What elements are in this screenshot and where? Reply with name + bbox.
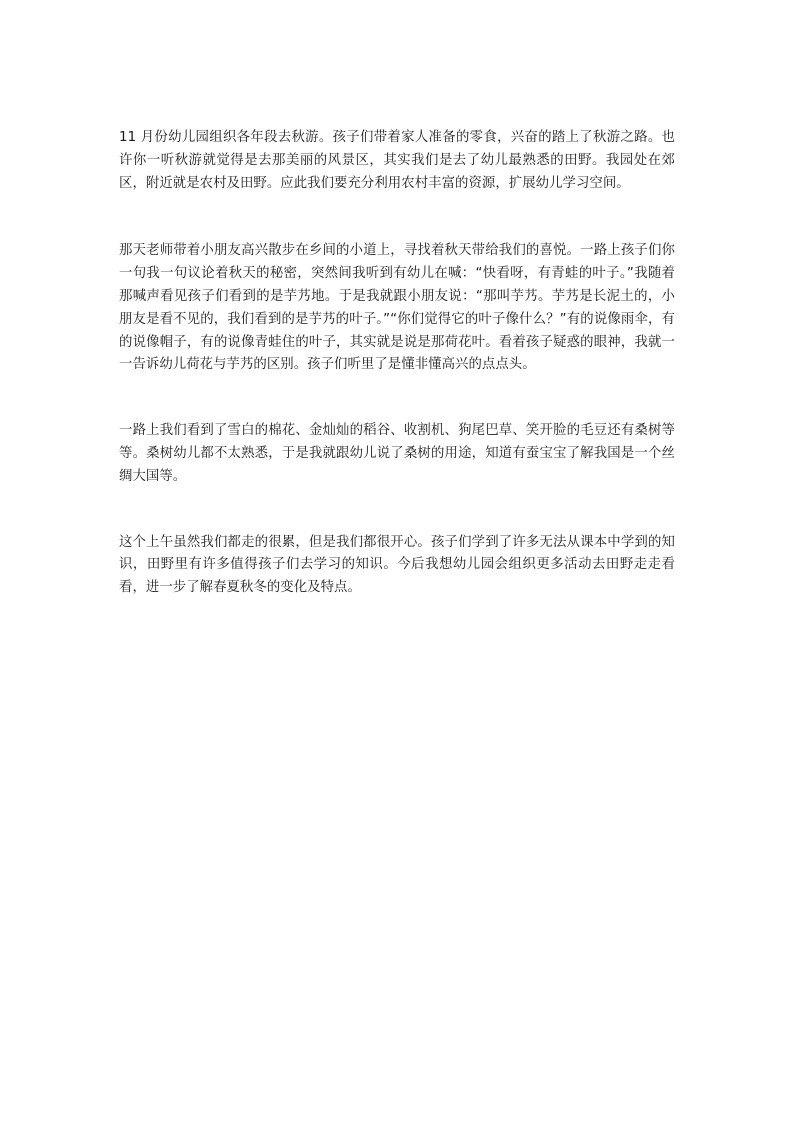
paragraph-taro-field: 那天老师带着小朋友高兴散步在乡间的小道上，寻找着秋天带给我们的喜悦。一路上孩子们你一句我一句议论着秋天的秘密，突然间我听到有幼儿在喊：“快看呀，有青蛙的叶子。”我随着那喊声看见孩子们看到的是芋艿地。于是我就跟小朋友说：“那叫芋艿。芋艿是长泥土的，小朋友是看不见的，我们看到的是芋艿的叶子。”“你们觉得它的叶子像什么？”有的说像雨伞，有的说像帽子，有的说像青蛙住的叶子，其实就是说是那荷花叶。看着孩子疑惑的眼神，我就一一告诉幼儿荷花与芋艿的区别。孩子们听里了是懂非懂高兴的点点头。: [119, 243, 675, 373]
paragraph-conclusion: 这个上午虽然我们都走的很累，但是我们都很开心。孩子们学到了许多无法从课本中学到的知识，田野里有许多值得孩子们去学习的知识。今后我想幼儿园会组织更多活动去田野走走看看，进一步了解春夏秋冬的变化及特点。: [119, 534, 675, 596]
paragraph-mulberry-trees: 一路上我们看到了雪白的棉花、金灿灿的稻谷、收割机、狗尾巴草、笑开脸的毛豆还有桑树等等。桑树幼儿都不太熟悉，于是我就跟幼儿说了桑树的用途，知道有蚕宝宝了解我国是一个丝绸大国等。: [119, 423, 675, 484]
document-body: [119, 127, 675, 600]
paragraph-autumn-outing-intro: 11 月份幼儿园组织各年段去秋游。孩子们带着家人准备的零食，兴奋的踏上了秋游之路。也许你一听秋游就觉得是去那美丽的风景区，其实我们是去了幼儿最熟悉的田野。我园处在郊区，附近就是农村及田野。应此我们要充分利用农村丰富的资源，扩展幼儿学习空间。: [119, 130, 675, 191]
